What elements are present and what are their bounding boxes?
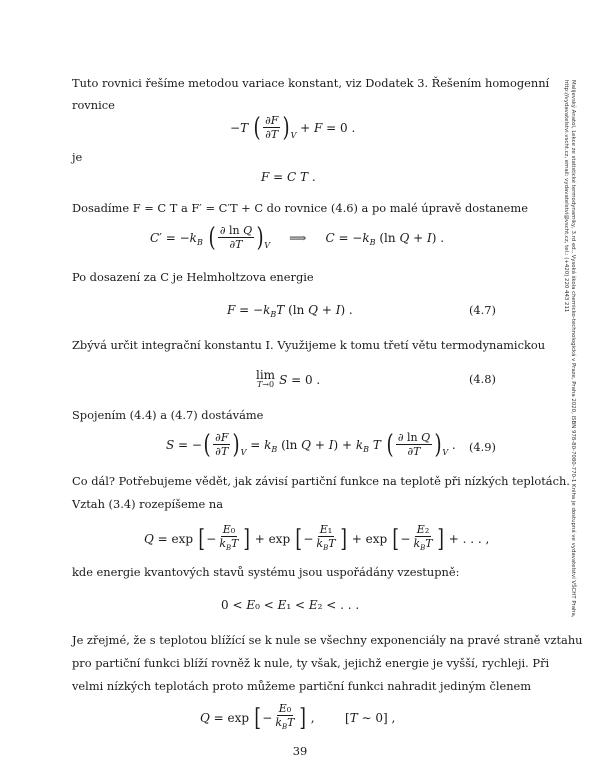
- equation-energy-order: 0 < E₀ < E₁ < E₂ < . . .: [221, 598, 360, 612]
- equation-number: (4.7): [468, 303, 496, 317]
- paragraph-line: Dosadíme F = C T a F′ = C′T + C do rovnice (4.6) a po malé úpravě dostaneme: [72, 201, 528, 215]
- paragraph-line: rovnice: [72, 98, 115, 112]
- paragraph-line: Spojením (4.4) a (4.7) dostáváme: [72, 408, 264, 422]
- equation-4-7: $F = -k_BT$ (ln Q + I) .: [227, 303, 353, 319]
- equation-solution: F = C T .: [261, 170, 316, 184]
- equation-constant: $C' = -k_B$ ( ∂ ln Q ∂T ) V ⟹ $C = -k_B$ (ln Q + I) .: [150, 222, 445, 253]
- equation-number: (4.8): [468, 372, 496, 386]
- equation-low-temp: Q = exp [ − E₀ $k_BT$ ] , [T ∼ 0] ,: [200, 702, 396, 733]
- equation-homogeneous: −T ( ∂F ∂T ) V + F = 0 .: [230, 112, 356, 143]
- paragraph-line: Je zřejmé, že s teplotou blížící se k nule se všechny exponenciály na pravé straně vztahu: [72, 633, 583, 647]
- equation-number: (4.9): [468, 440, 496, 454]
- paragraph-line: Co dál? Potřebujeme vědět, jak závisí partiční funkce na teplotě při nízkých teplotách.: [72, 474, 570, 488]
- paragraph-line: velmi nízkých teplotách proto můžeme partiční funkci nahradit jediným členem: [72, 679, 532, 693]
- paragraph-line: Zbývá určit integrační konstantu I. Využijeme k tomu třetí větu termodynamickou: [72, 338, 546, 352]
- paragraph-line: Vztah (3.4) rozepíšeme na: [72, 497, 224, 511]
- side-note: Malijevský Anatol, Lekce ze statistické termodynamiky, 3.rd ed., Vysoká škola chemicko-technologická v Praze, Praha 2020, ISBN 978-80-7080-770-1 Kniha je dostupná ve vydavatelství VŠCHT Praha, http://vydavatelstvi.vscht.cz, email: vydavatelstvi@vscht.cz, tel.: (+420) 220 443 211: [563, 80, 576, 618]
- paragraph-line: je: [72, 150, 83, 164]
- equation-4-8: lim T→0 S = 0 .: [256, 368, 321, 389]
- equation-4-9: S = − ( ∂F ∂T ) V = $k_B$ (ln $Q + I) + k_B$ T ( ∂ ln Q ∂T ) V .: [166, 429, 456, 460]
- paragraph-line: Tuto rovnici řešíme metodou variace konstant, viz Dodatek 3. Řešením homogenní: [72, 76, 550, 90]
- page-number: 39: [292, 744, 308, 758]
- paragraph-line: pro partiční funkci blíží rovněž k nule, ty však, jejichž energie je vyšší, rychleji. Při: [72, 656, 550, 670]
- equation-partition-sum: Q = exp [ − E₀ $k_BT$ ] + exp [ − E₁ $k_BT$ ] + exp [ − E₂ $k_BT$ ] + . . . ,: [144, 523, 490, 554]
- paragraph-line: kde energie kvantových stavů systému jsou uspořádány vzestupně:: [72, 565, 460, 579]
- paragraph-line: Po dosazení za C je Helmholtzova energie: [72, 270, 314, 284]
